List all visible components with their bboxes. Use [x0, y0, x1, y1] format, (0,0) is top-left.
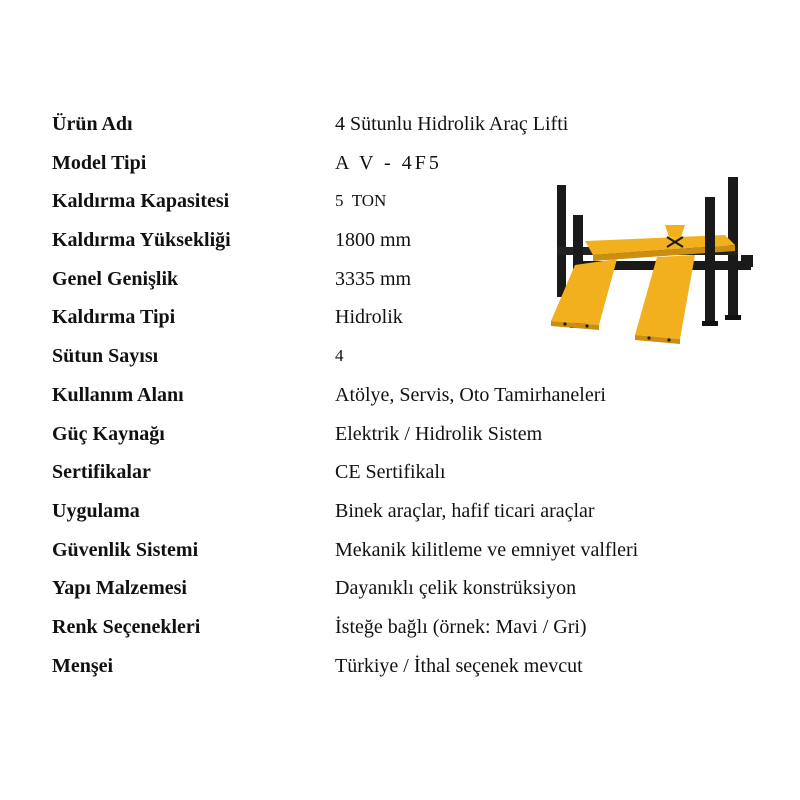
spec-value: Atölye, Servis, Oto Tamirhaneleri	[335, 383, 606, 406]
spec-value: Binek araçlar, hafif ticari araçlar	[335, 499, 595, 522]
spec-row-power-source	[52, 418, 752, 457]
spec-row-build-material	[52, 572, 752, 611]
spec-value: Türkiye / İthal seçenek mevcut	[335, 654, 583, 677]
spec-label: Güç Kaynağı	[52, 422, 165, 445]
spec-value: Dayanıklı çelik konstrüksiyon	[335, 577, 577, 600]
spec-row-color-options	[52, 611, 752, 650]
spec-label: Model Tipi	[52, 151, 147, 174]
spec-label: Renk Seçenekleri	[52, 615, 201, 638]
spec-label: Uygulama	[52, 499, 140, 522]
spec-value: Elektrik / Hidrolik Sistem	[335, 422, 543, 445]
spec-value: Hidrolik	[335, 306, 403, 329]
spec-label: Sütun Sayısı	[52, 345, 159, 368]
spec-label: Menşei	[52, 654, 114, 677]
car-lift-icon	[545, 175, 770, 350]
spec-label: Ürün Adı	[52, 113, 133, 135]
spec-row-origin	[52, 650, 752, 689]
spec-label: Sertifikalar	[52, 461, 151, 484]
spec-value: 1800 mm	[335, 229, 412, 252]
spec-label: Kaldırma Tipi	[52, 306, 176, 329]
spec-value: İsteğe bağlı (örnek: Mavi / Gri)	[335, 615, 587, 638]
spec-label: Kaldırma Yüksekliği	[52, 229, 231, 252]
spec-value: CE Sertifikalı	[335, 461, 446, 484]
spec-row-product-name	[52, 108, 752, 147]
spec-label: Güvenlik Sistemi	[52, 538, 199, 561]
spec-label: Yapı Malzemesi	[52, 577, 187, 600]
spec-value: Mekanik kilitleme ve emniyet valfleri	[335, 538, 639, 561]
spec-row-usage-area	[52, 379, 752, 418]
spec-value: 4 Sütunlu Hidrolik Araç Lifti	[335, 113, 569, 135]
spec-label: Kullanım Alanı	[52, 383, 184, 406]
spec-row-application	[52, 495, 752, 534]
spec-row-safety-system	[52, 534, 752, 573]
spec-label: Genel Genişlik	[52, 267, 179, 290]
spec-value: A V - 4F5	[335, 151, 442, 174]
spec-value: 3335 mm	[335, 267, 412, 290]
spec-label: Kaldırma Kapasitesi	[52, 190, 230, 213]
spec-row-certificates	[52, 456, 752, 495]
spec-value: 4	[335, 346, 344, 366]
spec-value: 5 TON	[335, 191, 387, 211]
